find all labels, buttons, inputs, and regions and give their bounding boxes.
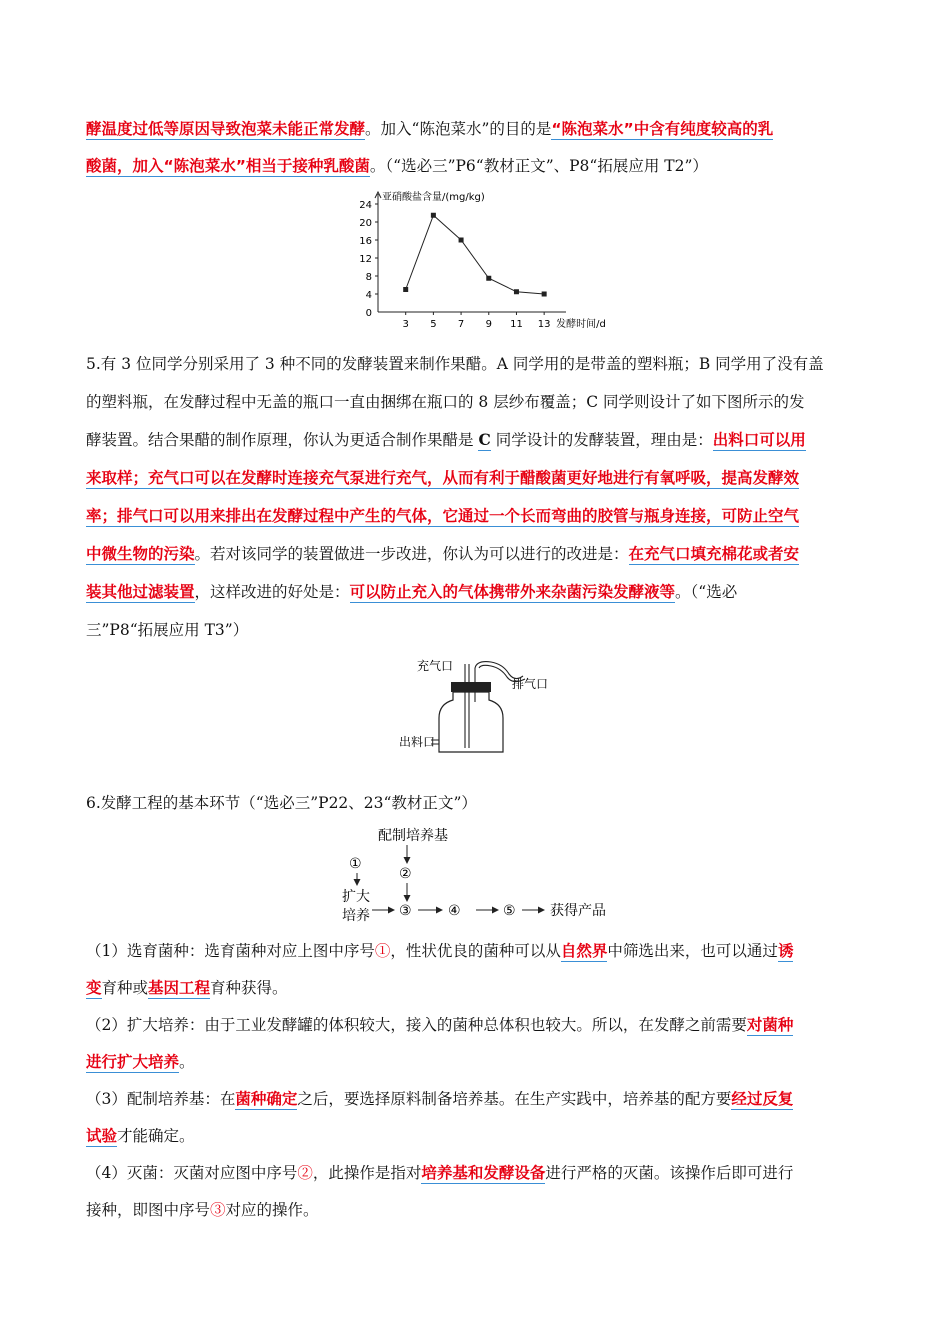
flow-expand-label-1: 扩大 [342, 889, 370, 905]
x-tick-label: 13 [537, 319, 551, 330]
q5-line-7 [86, 581, 866, 603]
fermentation-apparatus-figure [395, 652, 575, 762]
text-span: 才能确定。 [117, 1127, 195, 1145]
text-span: 育种或 [101, 979, 149, 997]
q6-s3-line-1 [86, 1088, 866, 1110]
text-span: （2）扩大培养：由于工业发酵罐的体积较大，接入的菌种总体积也较大。所以，在发酵之前需要 [86, 1016, 747, 1034]
bottle-shape [439, 692, 503, 752]
number-span: ③ [210, 1201, 226, 1219]
answer-span: 基因工程 [148, 979, 211, 997]
flow-node-1: ① [349, 856, 362, 872]
flow-product-label: 获得产品 [550, 903, 606, 919]
flow-expand-label-2: 培养 [342, 908, 370, 924]
q6-title: 6.发酵工程的基本环节（“选必三”P22、23“教材正文”） [86, 794, 477, 812]
q6-s2-line-1 [86, 1014, 866, 1036]
text-span: ，此操作是指对 [312, 1164, 422, 1182]
x-tick-label: 3 [402, 319, 409, 330]
number-span: ① [374, 942, 391, 960]
q6-s2-line-2 [86, 1051, 866, 1073]
answer-span: 来取样；充气口可以在发酵时连接充气泵进行充气，从而有利于醋酸菌更好地进行有氧呼吸，提高发酵效 [86, 469, 800, 487]
q6-s1-line-1 [86, 940, 866, 962]
x-tick-label: 7 [457, 319, 465, 330]
y-tick-label: 24 [359, 200, 372, 211]
x-axis-label: 发酵时间/d [556, 319, 606, 330]
q6-s4-line-1 [86, 1162, 866, 1184]
text-span: （4）灭菌：灭菌对应图中序号 [86, 1164, 298, 1182]
q6-s4-line-2 [86, 1199, 866, 1221]
text-span: 。（“选必 [675, 583, 738, 601]
answer-span: 培养基和发酵设备 [421, 1164, 546, 1182]
answer-span: 试验 [86, 1127, 118, 1145]
q5-line-2: 的塑料瓶，在发酵过程中无盖的瓶口一直由捆绑在瓶口的 8 层纱布覆盖；C 同学则设计了如下图所示的发 [86, 393, 805, 411]
exhaust-label: 排气口 [512, 677, 549, 691]
x-tick-label: 9 [485, 319, 492, 330]
data-point [459, 238, 464, 243]
text-span: 。（“选必三”P6“教材正文”、P8“拓展应用 T2”） [369, 157, 708, 175]
answer-span: 自然界 [560, 942, 608, 960]
y-tick-label: 8 [365, 272, 372, 283]
data-point [486, 276, 491, 281]
flow-node-5: ⑤ [503, 903, 516, 919]
q5-line-6 [86, 543, 866, 565]
text-span: 同学设计的发酵装置，理由是： [490, 431, 713, 449]
y-tick-label: 0 [365, 308, 372, 319]
y-tick-label: 4 [365, 290, 372, 301]
answer-span: 装其他过滤装置 [86, 583, 195, 601]
text-span: 。若对该同学的装置做进一步改进，你认为可以进行的改进是： [194, 545, 629, 563]
fermentation-flow-diagram [330, 823, 620, 923]
q4-cont-line-2 [86, 155, 866, 177]
text-span: 育种获得。 [210, 979, 288, 997]
text-span: 中筛选出来，也可以通过 [607, 942, 778, 960]
data-point [514, 289, 519, 294]
answer-span: 酵温度过低等原因导致泡菜未能正常发酵 [86, 120, 366, 138]
series-line [406, 215, 544, 294]
q5-line-4 [86, 467, 866, 489]
q6-s3-line-2 [86, 1125, 866, 1147]
y-tick-label: 12 [359, 254, 372, 265]
answer-span: 出料口可以用 [712, 431, 806, 449]
text-span: 对应的操作。 [225, 1201, 319, 1219]
y-tick-label: 20 [359, 218, 372, 229]
q5-line-8: 三”P8“拓展应用 T3”） [86, 621, 249, 639]
q5-line-3 [86, 429, 866, 451]
text-span: 。 [179, 1053, 195, 1071]
answer-span: 变 [86, 979, 102, 997]
flow-medium-label: 配制培养基 [378, 828, 448, 844]
text-span: 之后，要选择原料制备培养基。在生产实践中，培养基的配方要 [297, 1090, 732, 1108]
answer-span: 中微生物的污染 [86, 545, 195, 563]
text-span: 。加入“陈泡菜水”的目的是 [365, 120, 552, 138]
number-span: ② [297, 1164, 313, 1182]
text-span: 进行严格的灭菌。该操作后即可进行 [545, 1164, 794, 1182]
answer-span: 菌种确定 [235, 1090, 298, 1108]
text-span: （3）配制培养基：在 [86, 1090, 236, 1108]
answer-span: 可以防止充入的气体携带外来杂菌污染发酵液等 [349, 583, 676, 601]
text-span: ，性状优良的菌种可以从 [390, 942, 561, 960]
x-tick-label: 11 [510, 319, 523, 330]
flow-node-2: ② [399, 866, 412, 882]
q6-s1-line-2 [86, 977, 866, 999]
answer-span: “陈泡菜水”中含有纯度较高的乳 [551, 120, 774, 138]
q4-cont-line-1 [86, 118, 866, 140]
answer-span: 经过反复 [731, 1090, 794, 1108]
data-point [403, 287, 408, 292]
text-span: 接种，即图中序号 [86, 1201, 211, 1219]
text-span: （1）选育菌种：选育菌种对应上图中序号 [86, 942, 375, 960]
outlet-label: 出料口 [399, 735, 436, 749]
q5-line-1: 5.有 3 位同学分别采用了 3 种不同的发酵装置来制作果醋。A 同学用的是带盖的塑料瓶；B 同学用了没有盖 [86, 355, 824, 373]
text-span: 酵装置。结合果醋的制作原理，你认为更适合制作果醋是 [86, 431, 479, 449]
nitrite-chart [340, 186, 606, 331]
answer-span: 进行扩大培养 [86, 1053, 180, 1071]
q5-line-5 [86, 505, 866, 527]
answer-span: 诱 [777, 942, 794, 960]
answer-span: C [478, 430, 491, 449]
flow-node-3: ③ [399, 903, 412, 919]
data-point [542, 292, 547, 297]
answer-span: 对菌种 [746, 1016, 794, 1034]
y-axis-label: 亚硝酸盐含量/(mg/kg) [382, 192, 485, 203]
text-span: ，这样改进的好处是： [194, 583, 350, 601]
bottle-stopper [451, 682, 491, 692]
inlet-label: 充气口 [417, 659, 454, 673]
answer-span: 在充气口填充棉花或者安 [628, 545, 800, 563]
flow-node-4: ④ [448, 903, 461, 919]
data-point [431, 213, 436, 218]
x-tick-label: 5 [430, 319, 437, 330]
answer-span: 酸菌，加入“陈泡菜水”相当于接种乳酸菌 [86, 157, 370, 175]
y-tick-label: 16 [359, 236, 372, 247]
answer-span: 率；排气口可以用来排出在发酵过程中产生的气体，它通过一个长而弯曲的胶管与瓶身连接，可防止空气 [86, 507, 800, 525]
